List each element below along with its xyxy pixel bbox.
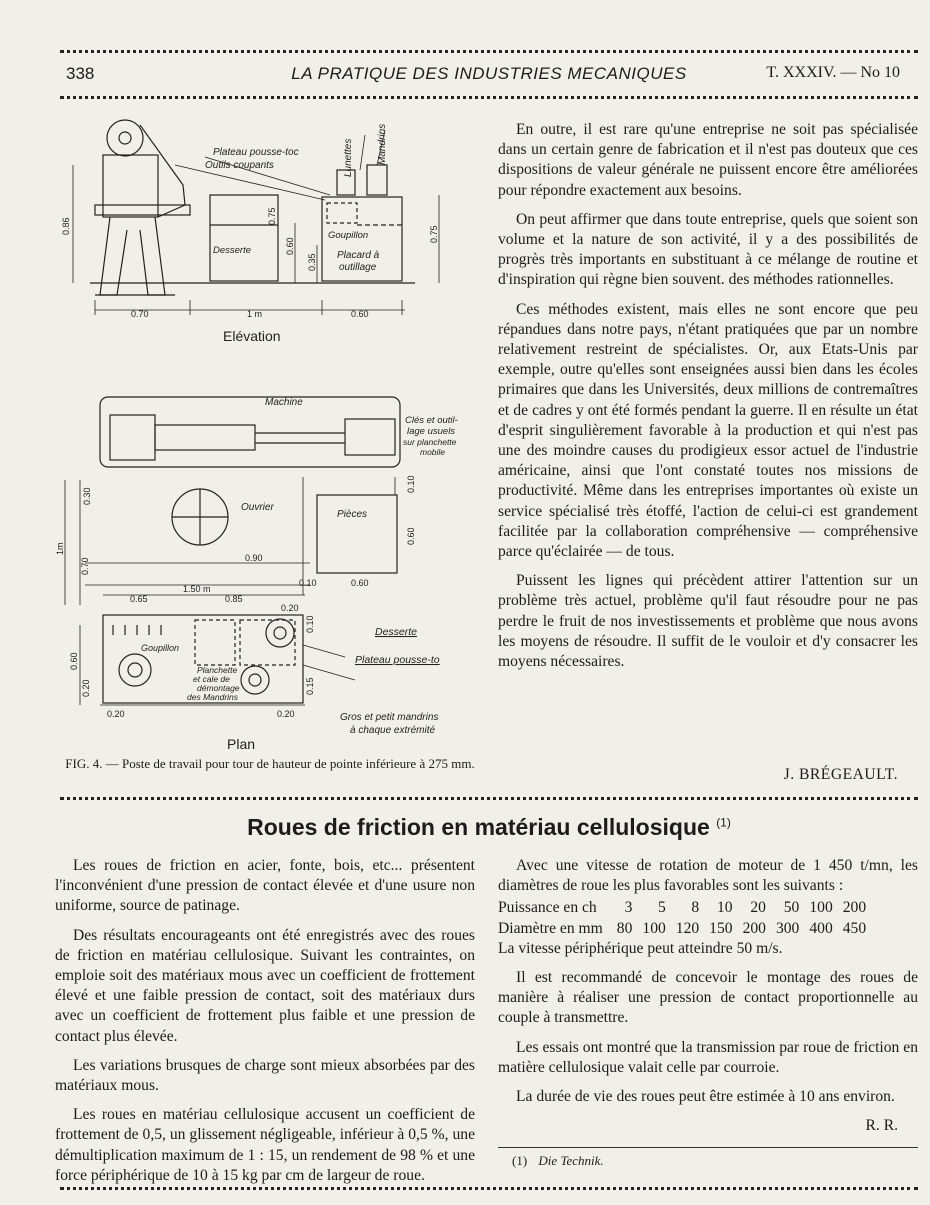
table-cell: 100	[809, 899, 833, 917]
label-outils: Outils coupants	[205, 160, 274, 171]
dim-plan-065: 0.65	[130, 594, 148, 604]
elevation-view	[61, 120, 439, 344]
table-cell: 5	[657, 899, 666, 917]
dim-035: 0.35	[307, 253, 317, 271]
table-cell: 200	[742, 919, 766, 937]
dim-plan-1m: 1m	[55, 542, 65, 555]
dim-plan-020a: 0.20	[281, 603, 299, 613]
label-placard2: outillage	[339, 262, 377, 273]
article2-paragraph: Il est recommandé de concevoir le montage des roues de manière à réaliser une pression de contact proportionnelle au couple à transmettre.	[498, 969, 918, 1027]
article2-paragraph: La durée de vie des roues peut être estimée à 10 ans environ.	[516, 1088, 895, 1106]
figure-drawing	[55, 105, 485, 765]
dim-plan-010c: 0.10	[305, 615, 315, 633]
label-cles3: sur planchette	[403, 437, 457, 447]
section-dotted-rule	[60, 797, 918, 800]
diameter-label: Diamètre en mm	[498, 919, 603, 937]
article2-paragraph: Les variations brusques de charge sont mieux absorbées par des matériaux mous.	[55, 1056, 475, 1095]
dim-plan-020b: 0.20	[81, 679, 91, 697]
label-pieces: Pièces	[337, 509, 368, 520]
plan-pieces	[317, 495, 397, 573]
table-cell: 150	[709, 919, 733, 937]
dim-plan-060a: 0.60	[406, 527, 416, 545]
label-machine: Machine	[265, 397, 303, 408]
table-cell: 450	[842, 919, 867, 937]
header-dotted-rule	[60, 96, 918, 99]
issue-number: T. XXXIV. — No 10	[766, 64, 900, 81]
article2-paragraph: Des résultats encourageants ont été enregistrés avec des roues de friction en matériau cellulosique. Suivant les contraintes, on emploie soit des matériaux mous avec un coefficient de frottement élevé et une faible pression de contact, soit des matériaux durs avec un coefficient de frottement plus faible et une pression de contact plus élevée.	[55, 926, 475, 1045]
top-dotted-rule	[60, 50, 918, 53]
power-diameter-table	[498, 898, 866, 938]
label-goupillon-plan: Goupillon	[141, 643, 180, 653]
lathe-wheel	[107, 120, 143, 156]
plan-machine	[100, 397, 400, 467]
label-planchette4: des Mandrins	[187, 692, 239, 702]
article2-paragraph: Les roues de friction en acier, fonte, bois, etc... présentent l'inconvénient d'une pression de contact élevée et d'une usure non uniforme, source de patinage.	[55, 857, 475, 915]
plan-view	[55, 397, 458, 752]
label-cles: Clés et outil-	[405, 415, 458, 426]
dim-075b: 0.75	[429, 225, 439, 243]
dim-plan-090: 0.90	[245, 553, 263, 563]
dim-plan-010a: 0.10	[406, 475, 416, 493]
dim-plan-150: 1.50 m	[183, 584, 211, 594]
label-placard: Placard à	[337, 250, 380, 261]
footnote-text: Die Technik.	[538, 1153, 604, 1168]
article2-title-note: (1)	[716, 815, 731, 830]
label-ouvrier: Ouvrier	[241, 502, 274, 513]
table-cell: 8	[691, 899, 700, 917]
speed-note: La vitesse périphérique peut atteindre 50 m/s.	[498, 939, 783, 957]
table-cell: 400	[809, 919, 833, 937]
table-cell: 10	[716, 899, 733, 917]
label-plateau-plan: Plateau pousse-to	[355, 654, 440, 666]
article2-left-column	[55, 856, 475, 1195]
dim-060b: 0.60	[351, 309, 369, 319]
dim-plan-010b: 0.10	[299, 578, 317, 588]
label-desserte-elev: Desserte	[213, 245, 252, 256]
footnote	[512, 1153, 604, 1169]
label-planchette: Planchette	[197, 665, 238, 675]
plan-caption: Plan	[227, 736, 256, 752]
table-row	[498, 919, 866, 939]
article1-paragraph: Ces méthodes existent, mais elles ne sont encore que peu répandues dans notre pays, n'étant pratiquées que par un nombre relativement restreint de spécialistes. Or, aux Etats-Unis par exemple, outre qu'elles sont enseignées aussi bien dans les écoles primaires que dans les Universités, deux millions de contremaîtres et de cadres y ont été formés pendant la guerre. Il en résulte un état d'esprit singulièrement favorable à la production et qui n'est pas une des moindre causes du prodigieux essor actuel de l'industrie américaine, ainsi que l'ont constaté toutes nos missions de productivité. Même dans les entreprises importantes où existe un service spécialisé très étoffé, l'action de celui-ci est grandement facilitée par la collaboration compréhensive — compréhensive parce qu'éclairée — de tous.	[498, 300, 918, 561]
dim-086: 0.86	[61, 217, 71, 235]
dim-plan-020c: 0.20	[107, 709, 125, 719]
label-planchette2: et cale de	[193, 674, 230, 684]
label-mandrins: Mandrins	[377, 123, 388, 165]
article1-paragraph: En outre, il est rare qu'une entreprise ne soit pas spécialisée dans un certain genre de fabrication et il n'est pas douteux que ces dispositions de valeur générale ne puissent encore être améliorées pour répondre exactement aux besoins.	[498, 121, 918, 199]
label-gros2: à chaque extrémité	[350, 725, 436, 736]
label-desserte-plan: Desserte	[375, 626, 418, 638]
table-cell: 3	[624, 899, 633, 917]
footnote-mark: (1)	[512, 1153, 528, 1168]
article2-title-text: Roues de friction en matériau cellulosique	[247, 814, 710, 840]
dim-060: 0.60	[285, 237, 295, 255]
lathe-headstock	[103, 155, 158, 217]
table-cell: 120	[675, 919, 700, 937]
table-cell: 100	[642, 919, 666, 937]
article1-paragraph: Puissent les lignes qui précèdent attirer l'attention sur un problème très actuel, problème qu'il faut résoudre pour ne pas perdre le fruit de nos investissements et problème que nous avons les moyens de résoudre. Il suffit de le vouloir et d'y consacrer les moyens nécessaires.	[498, 572, 918, 671]
article2-signature: R. R.	[865, 1117, 898, 1135]
article1-paragraph: On peut affirmer que dans toute entreprise, quels que soient son volume et la nature de son activité, il y a des possibilités de progrès très importants en substituant à ce mélange de routine et d'inspiration qui règne bien souvent. des méthodes rationnelles.	[498, 210, 918, 289]
dim-plan-070: 0.70	[80, 557, 90, 575]
dim-plan-020d: 0.20	[277, 709, 295, 719]
table-cell: 80	[616, 919, 633, 937]
table-cell: 300	[775, 919, 800, 937]
label-planchette3: démontage	[197, 683, 240, 693]
table-cell: 50	[783, 899, 800, 917]
article2-paragraph: Les essais ont montré que la transmission par roue de friction en matière cellulosique valait celle par courroie.	[498, 1038, 918, 1076]
power-label: Puissance en ch	[498, 899, 597, 917]
figure-caption: FIG. 4. — Poste de travail pour tour de hauteur de pointe inférieure à 275 mm.	[65, 756, 475, 771]
table-cell: 20	[750, 899, 766, 917]
label-goupillon-elev: Goupillon	[328, 230, 369, 241]
dim-plan-085: 0.85	[225, 594, 243, 604]
dim-plan-060c: 0.60	[69, 652, 79, 670]
article2-paragraph: Les roues en matériau cellulosique accusent un coefficient de frottement de 0,5, un glissement négligeable, inférieur à 0,5 %, une démultiplication maximum de 1 : 15, un rendement de 98 % et une force périphérique de 10 à 15 kg par cm de largeur de roue.	[55, 1106, 475, 1184]
dim-plan-030: 0.30	[82, 487, 92, 505]
article2-title	[60, 814, 918, 841]
table-cell: 200	[842, 899, 867, 917]
page-header	[60, 58, 918, 88]
label-gros: Gros et petit mandrins	[340, 712, 439, 723]
dim-plan-060b: 0.60	[351, 578, 369, 588]
dim-070: 0.70	[131, 309, 149, 319]
figure-workstation	[55, 105, 485, 765]
article1-signature: J. BRÉGEAULT.	[783, 766, 898, 783]
label-cles2: lage usuels	[407, 426, 456, 437]
dim-plan-015: 0.15	[305, 677, 315, 695]
elevation-caption: Elévation	[223, 328, 281, 344]
footnote-rule	[498, 1147, 918, 1148]
article2-intro: Avec une vitesse de rotation de moteur de 1 450 t/mn, les diamètres de roue les plus favorables sont les suivants :	[498, 857, 918, 895]
article2-right-column	[498, 856, 918, 1136]
label-plateau-elev: Plateau pousse-toc	[213, 147, 299, 158]
article1-text	[498, 120, 918, 681]
journal-title: LA PRATIQUE DES INDUSTRIES MECANIQUES	[291, 64, 687, 83]
dim-1m: 1 m	[247, 309, 263, 319]
dim-075a: 0.75	[267, 207, 277, 225]
label-lunettes: Lunettes	[343, 138, 354, 177]
bottom-dotted-rule	[60, 1187, 918, 1190]
table-row	[498, 898, 866, 918]
label-cles4: mobile	[420, 447, 446, 457]
page-number: 338	[66, 64, 95, 83]
